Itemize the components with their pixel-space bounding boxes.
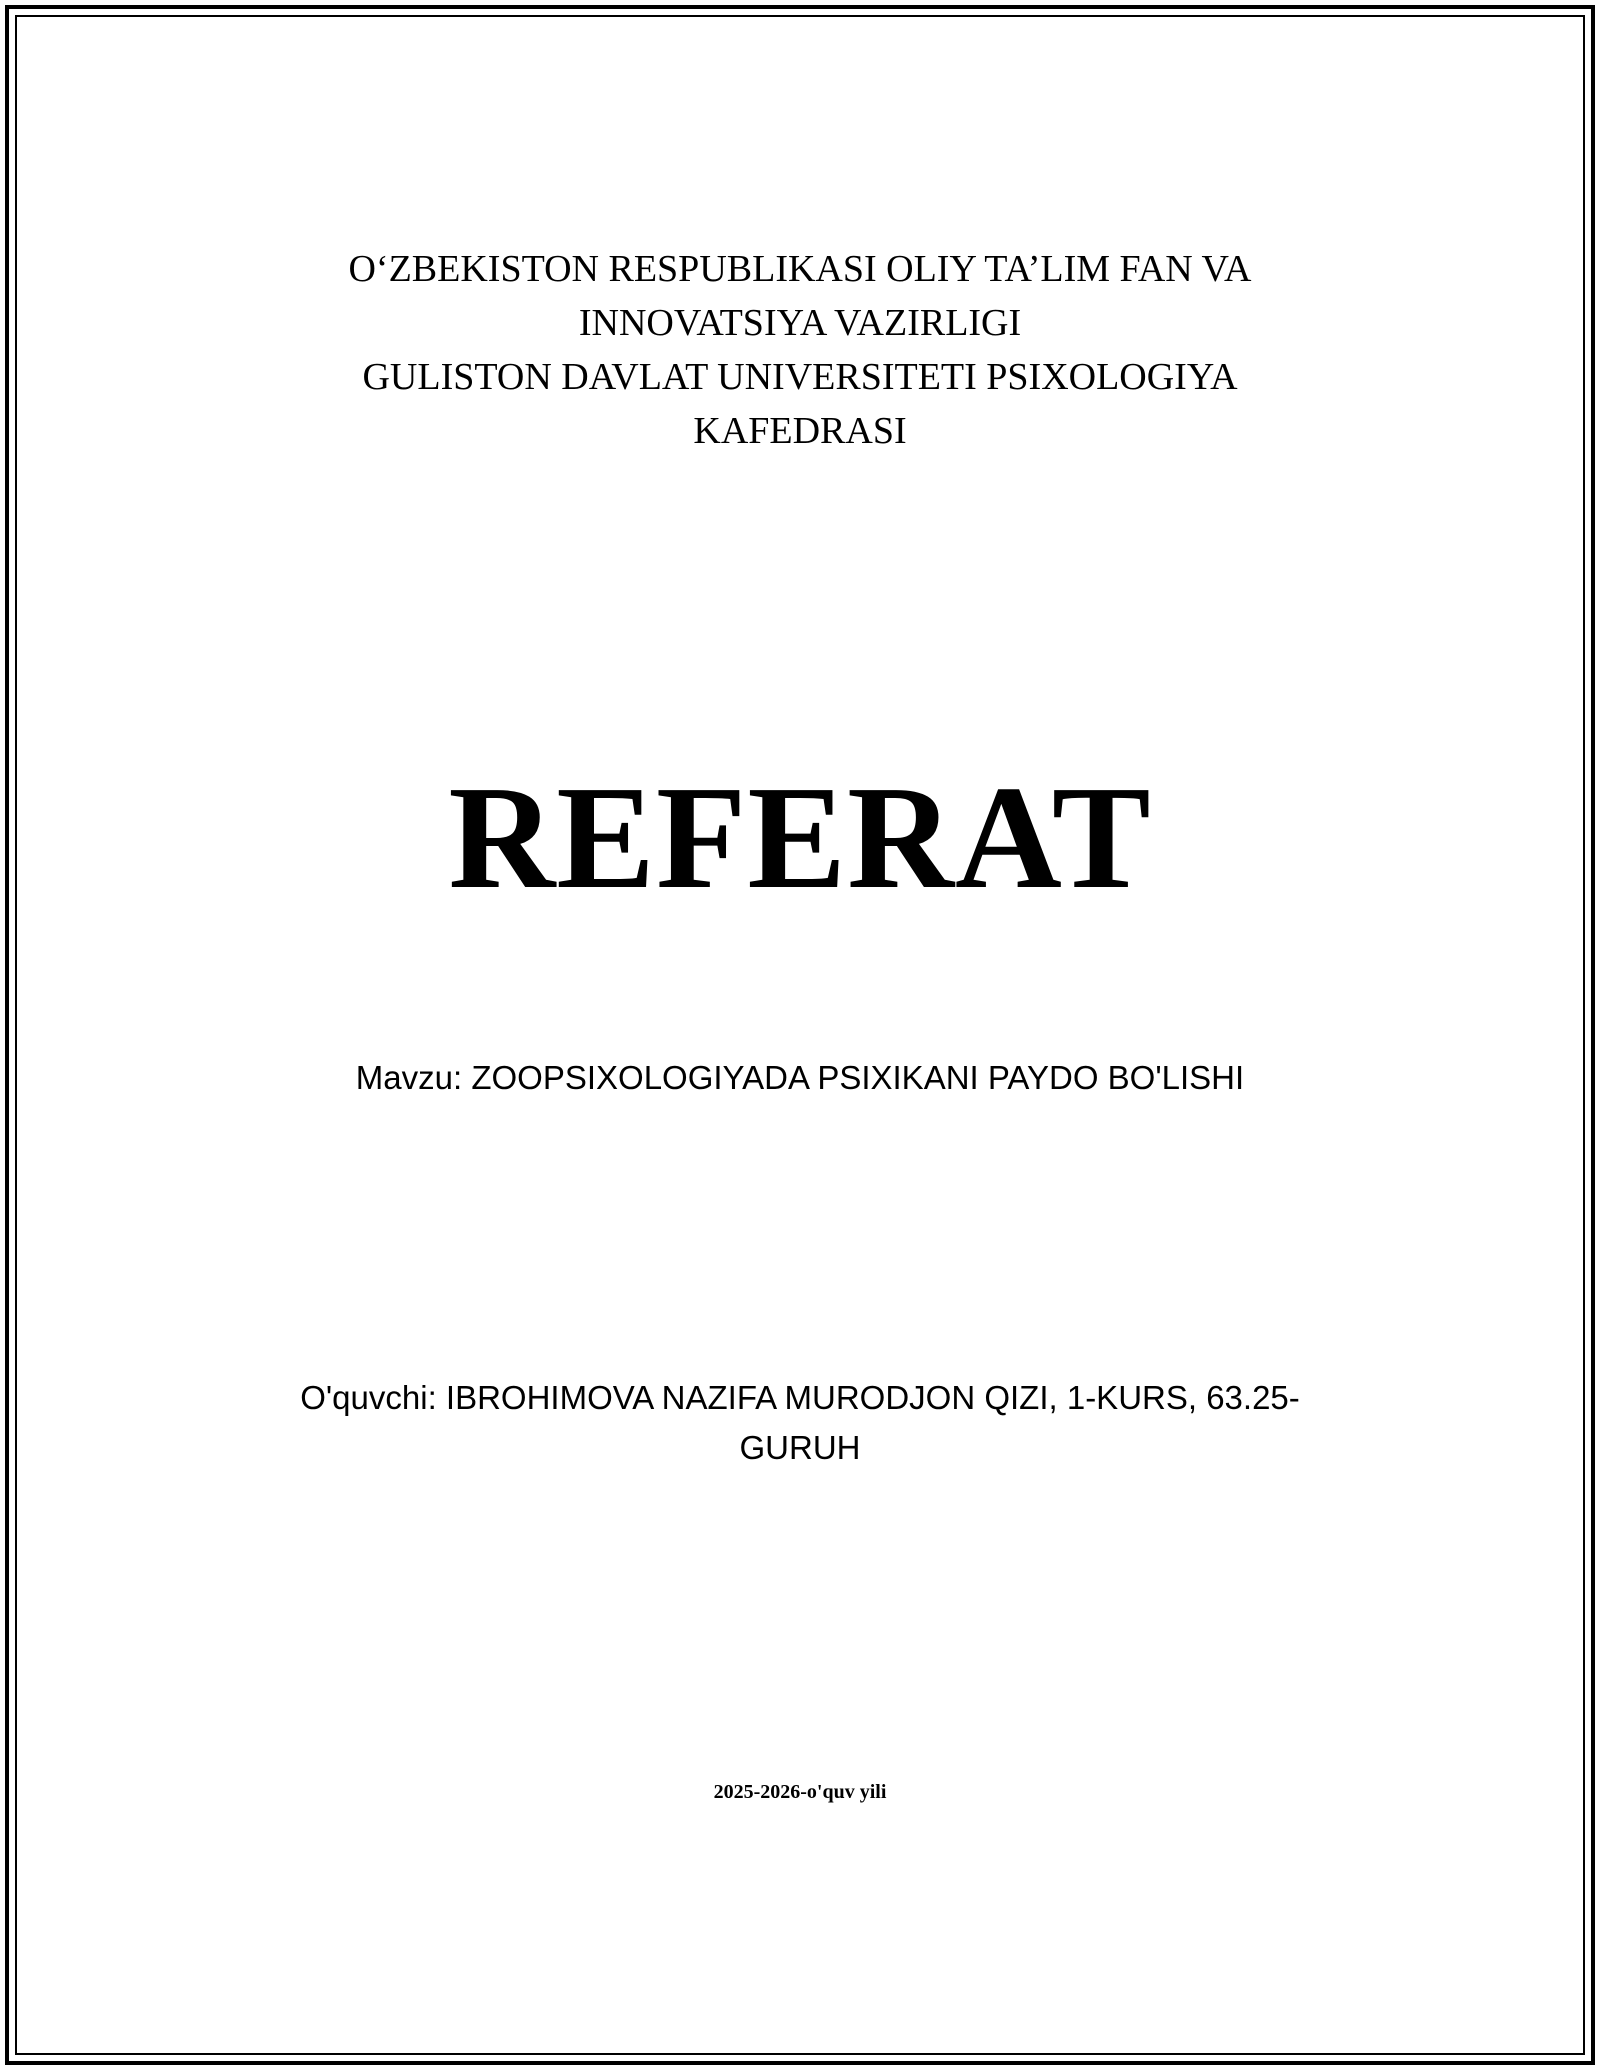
document-title: REFERAT: [448, 756, 1152, 920]
header-line: GULISTON DAVLAT UNIVERSITETI PSIXOLOGIYA: [362, 356, 1238, 398]
header-line: INNOVATSIYA VAZIRLIGI: [578, 302, 1022, 344]
student-line: GURUH: [739, 1429, 861, 1466]
topic-line: Mavzu: ZOOPSIXOLOGIYADA PSIXIKANI PAYDO BO'LISHI: [355, 1059, 1245, 1096]
student-info: [0, 1373, 1600, 1473]
student-line: O'quvchi: IBROHIMOVA NAZIFA MURODJON QIZI, 1-KURS, 63.25-: [300, 1379, 1300, 1416]
header-line: KAFEDRASI: [693, 410, 907, 452]
academic-year: 2025-2026-o'quv yili: [713, 1781, 887, 1803]
header-line: O‘ZBEKISTON RESPUBLIKASI OLIY TA’LIM FAN VA: [348, 248, 1252, 290]
ministry-header: [0, 242, 1600, 458]
